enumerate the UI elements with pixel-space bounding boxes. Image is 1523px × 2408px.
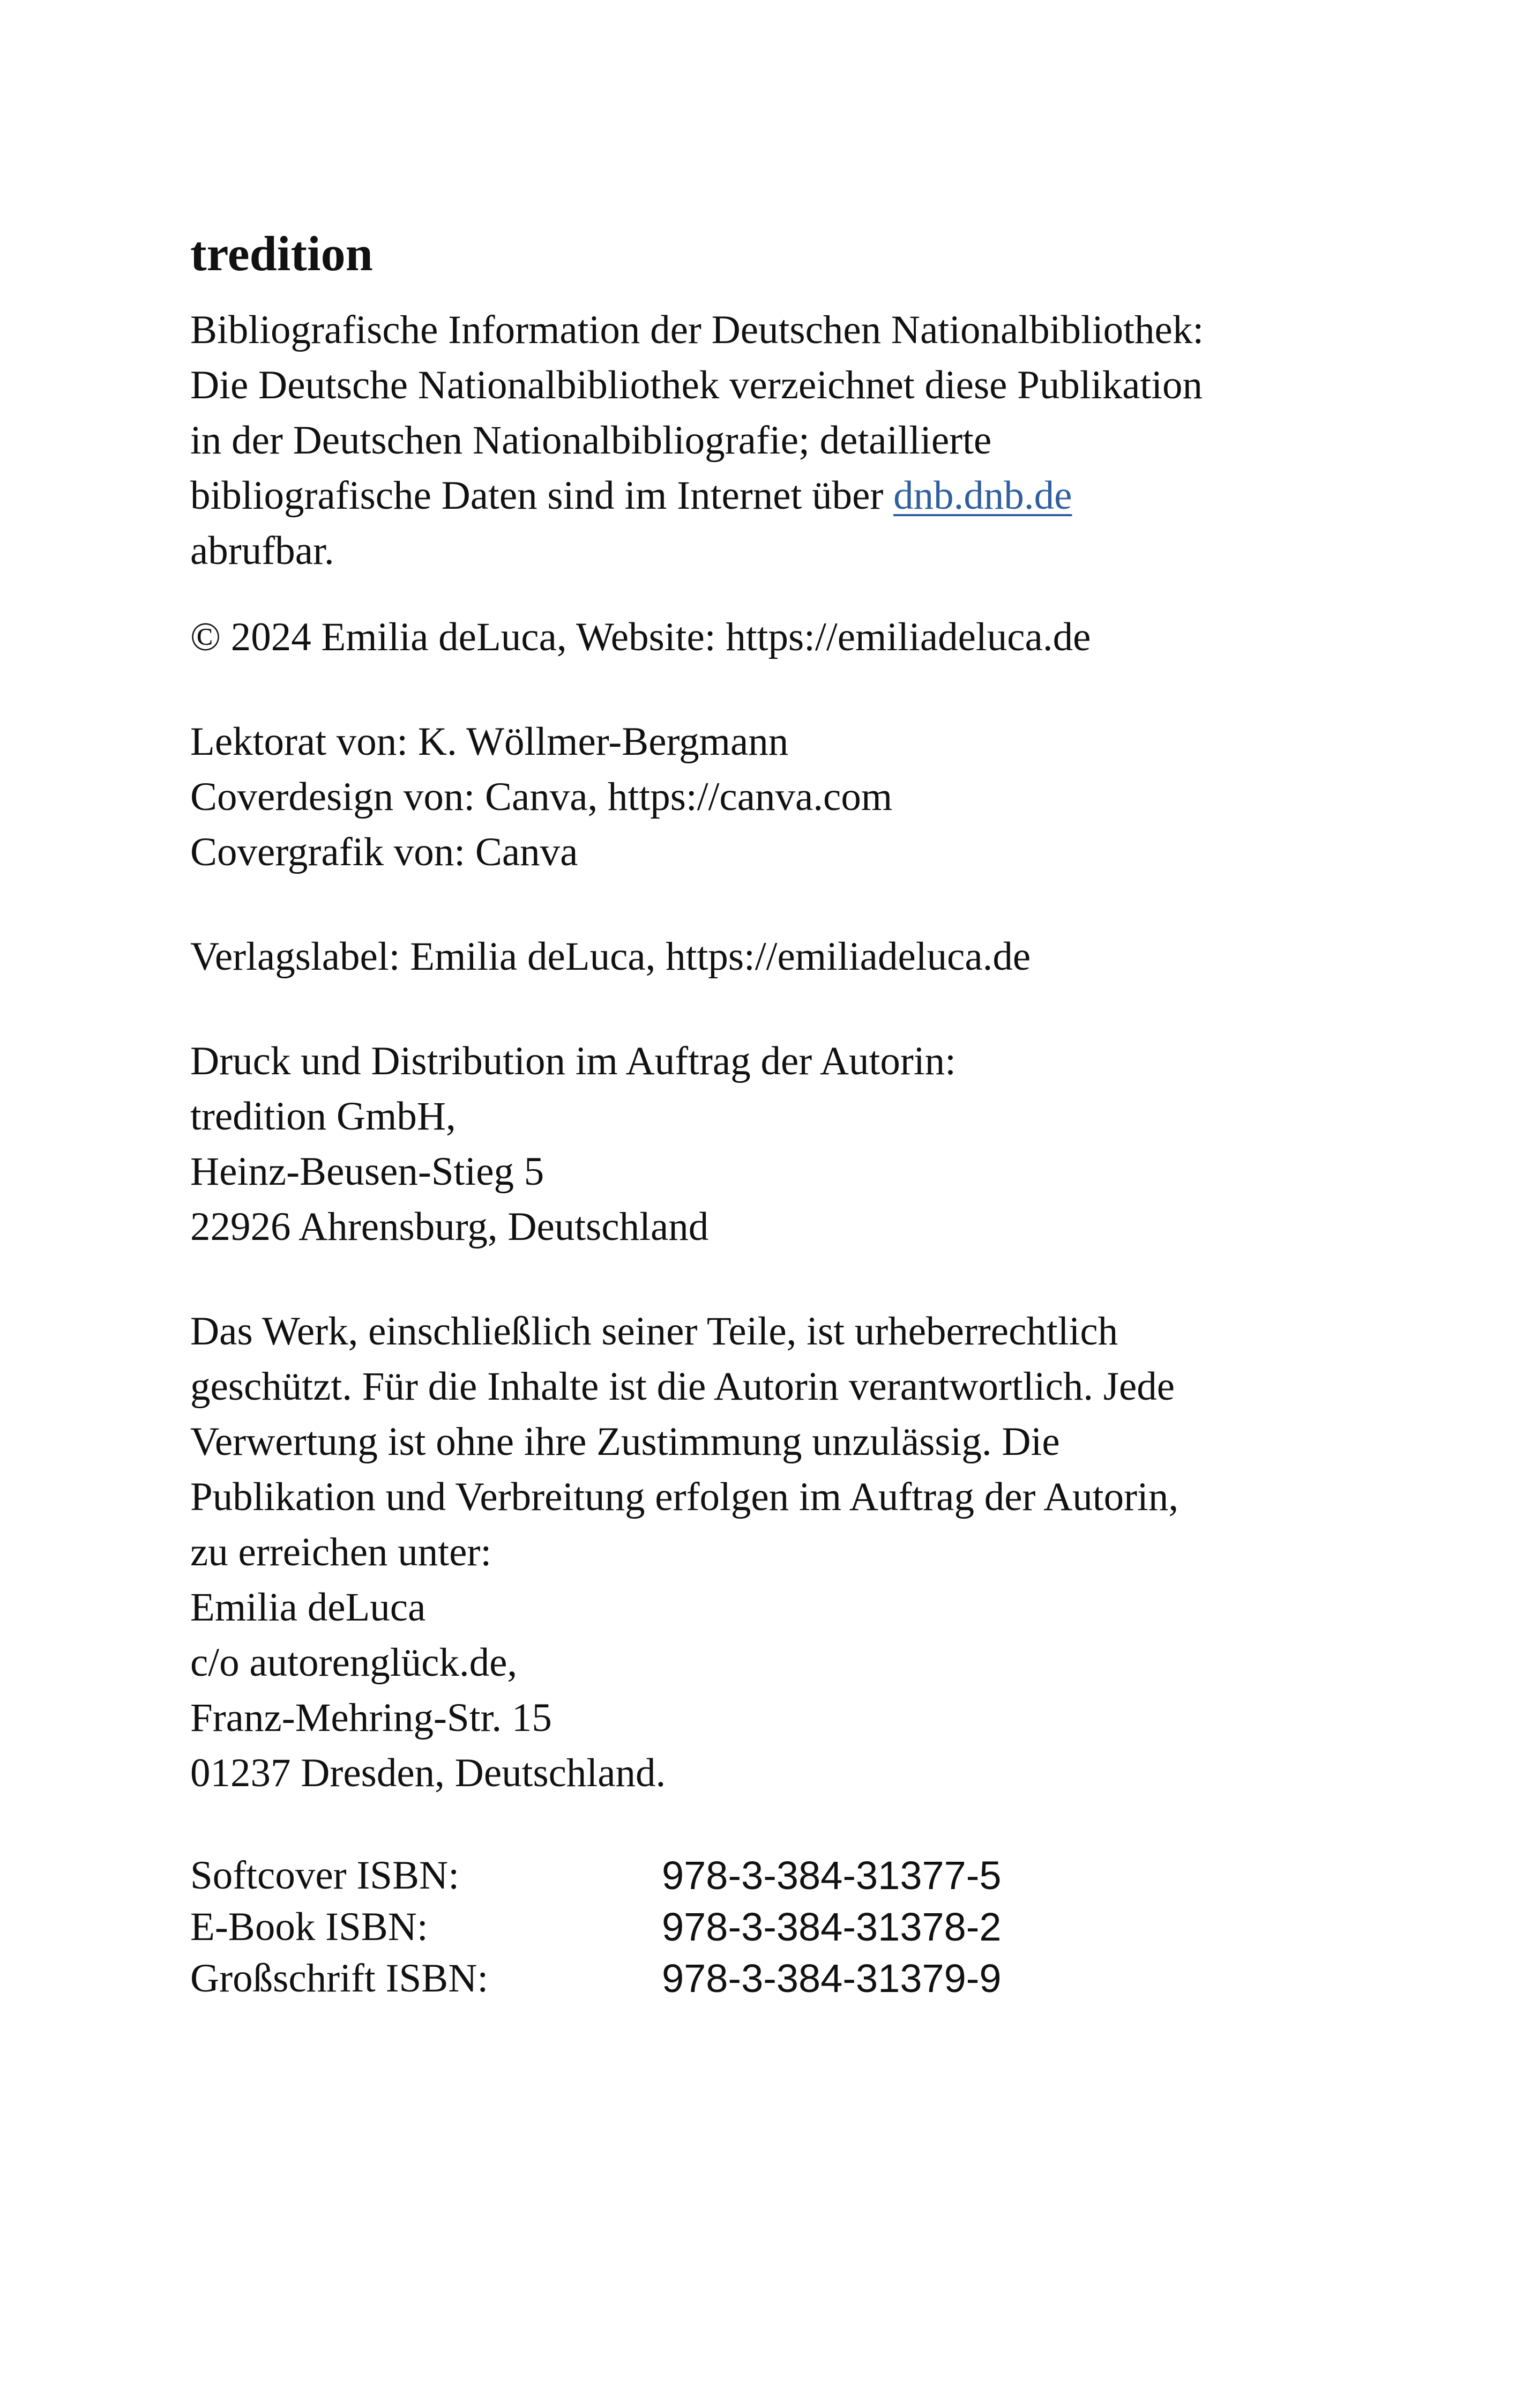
- isbn-row-large-print: [190, 1953, 1369, 2004]
- rights-line: Emilia deLuca: [190, 1585, 426, 1630]
- distribution-line: Heinz-Beusen-Stieg 5: [190, 1149, 544, 1194]
- distribution-line: 22926 Ahrensburg, Deutschland: [190, 1205, 709, 1249]
- bibliographic-line: in der Deutschen Nationalbibliografie; detaillierte: [190, 418, 992, 463]
- publisher-label: [190, 929, 1369, 984]
- imprint-page: [190, 224, 1369, 2004]
- isbn-label: E-Book ISBN:: [190, 1905, 428, 1949]
- credit-line: Lektorat von: K. Wöllmer-Bergmann: [190, 719, 789, 764]
- bibliographic-line: abrufbar.: [190, 529, 334, 573]
- isbn-row-ebook: [190, 1901, 1369, 1953]
- credits: [190, 714, 1369, 880]
- isbn-list: [190, 1850, 1369, 2004]
- isbn-value: 978-3-384-31378-2: [662, 1905, 1002, 1949]
- rights-line: 01237 Dresden, Deutschland.: [190, 1751, 666, 1795]
- rights-line: Publikation und Verbreitung erfolgen im Auftrag der Autorin,: [190, 1475, 1179, 1519]
- bibliographic-line: Bibliografische Information der Deutschen Nationalbibliothek:: [190, 308, 1204, 352]
- credit-line: Covergrafik von: Canva: [190, 830, 578, 874]
- isbn-value: 978-3-384-31379-9: [662, 1956, 1002, 2001]
- rights-line: Das Werk, einschließlich seiner Teile, ist urheberrechtlich: [190, 1309, 1118, 1354]
- rights-line: geschützt. Für die Inhalte ist die Autorin verantwortlich. Jede: [190, 1364, 1175, 1409]
- distribution-line: Druck und Distribution im Auftrag der Autorin:: [190, 1039, 956, 1083]
- distribution-info: [190, 1034, 1369, 1254]
- bibliographic-info: [190, 302, 1369, 578]
- label-line: Verlagslabel: Emilia deLuca, https://emiliadeluca.de: [190, 934, 1031, 979]
- isbn-row-softcover: [190, 1850, 1369, 1901]
- distribution-line: tredition GmbH,: [190, 1094, 456, 1139]
- publisher-name: tredition: [190, 226, 373, 281]
- bibliographic-line-with-link: [190, 468, 1369, 523]
- rights-line: c/o autorenglück.de,: [190, 1640, 518, 1685]
- isbn-label: Softcover ISBN:: [190, 1853, 460, 1898]
- isbn-label: Großschrift ISBN:: [190, 1956, 489, 2001]
- bibliographic-line-prefix: bibliografische Daten sind im Internet über: [190, 473, 894, 518]
- copyright-notice: [190, 610, 1369, 665]
- isbn-value: 978-3-384-31377-5: [662, 1853, 1002, 1898]
- dnb-link[interactable]: dnb.dnb.de: [893, 473, 1072, 518]
- credit-line: Coverdesign von: Canva, https://canva.com: [190, 775, 893, 819]
- bibliographic-line: Die Deutsche Nationalbibliothek verzeichnet diese Publikation: [190, 363, 1203, 407]
- rights-line: Franz-Mehring-Str. 15: [190, 1696, 552, 1740]
- rights-line: Verwertung ist ohne ihre Zustimmung unzulässig. Die: [190, 1419, 1060, 1464]
- rights-notice: [190, 1304, 1369, 1801]
- rights-line: zu erreichen unter:: [190, 1530, 492, 1574]
- copyright-line: © 2024 Emilia deLuca, Website: https://emiliadeluca.de: [190, 615, 1091, 659]
